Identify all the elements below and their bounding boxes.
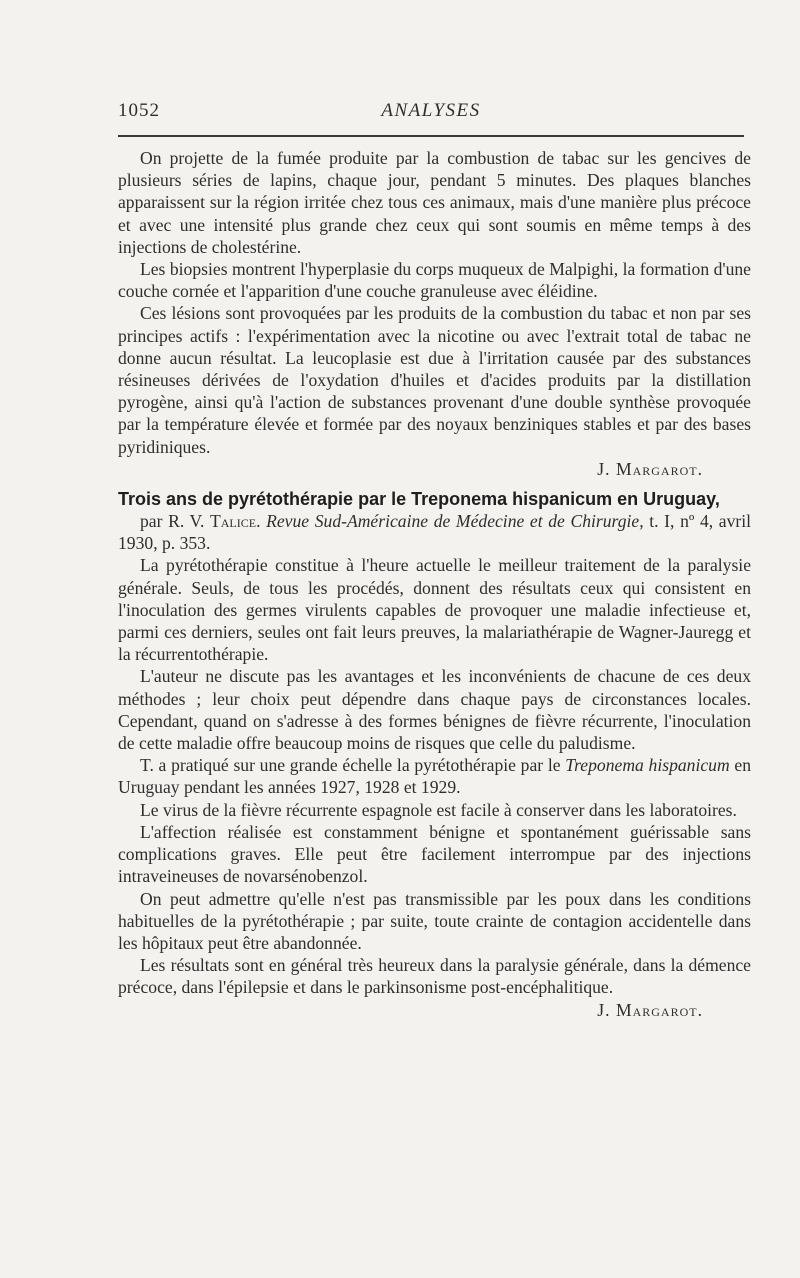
citation-prefix: par R. V. bbox=[140, 511, 210, 532]
article2-paragraph-6: On peut admettre qu'elle n'est pas transmissible par les poux dans les conditions habituelles de la pyrétothérapie ; par suite, toute crainte de contagion accidentelle dans les hôpitaux peut être abandonnée. bbox=[118, 888, 751, 953]
article2-paragraph-5: L'affection réalisée est constamment bénigne et spontanément guérissable sans complications graves. Elle peut être facilement interrompue par des injections intraveineuses de novarsénobenzol. bbox=[118, 821, 751, 887]
paragraph-t-suffix: en Uruguay pendant les années 1927, 1928 et 1929. bbox=[118, 755, 752, 798]
article2-title: Trois ans de pyrétothérapie par le Treponema hispanicum en Uruguay, bbox=[118, 489, 720, 510]
article2-paragraph-7: Les résultats sont en général très heureux dans la paralysie générale, dans la démence précoce, dans l'épilepsie et dans le parkinsonisme post-encéphalitique. bbox=[118, 955, 751, 998]
citation-author: Talice. bbox=[210, 511, 261, 532]
article2-paragraph-3 bbox=[118, 754, 751, 798]
article1-paragraph-2: Les biopsies montrent l'hyperplasie du corps muqueux de Malpighi, la formation d'une couche cornée et l'apparition d'une couche granuleuse avec éléidine. bbox=[118, 259, 751, 302]
citation-journal: Revue Sud-Américaine de Médecine et de Chirurgie, bbox=[266, 511, 644, 532]
article1-paragraph-1: On projette de la fumée produite par la combustion de tabac sur les gencives de plusieurs séries de lapins, chaque jour, pendant 5 minutes. Des plaques blanches apparaissent sur la région irritée chez tous ces animaux, mais d'une manière plus précoce et avec une intensité plus grande chez ceux qui sont soumis en même temps à des injections de cholestérine. bbox=[118, 148, 751, 257]
body-text bbox=[118, 147, 751, 1021]
page-number: 1052 bbox=[118, 100, 160, 121]
article1-signature: J. Margarot. bbox=[597, 458, 703, 479]
paragraph-t-italic: Treponema hispanicum bbox=[565, 755, 730, 776]
page-header bbox=[118, 100, 744, 128]
article2-paragraph-1: La pyrétothérapie constitue à l'heure actuelle le meilleur traitement de la paralysie générale. Seuls, de tous les procédés, donnent des résultats ceux qui consistent en l'inoculation des germes virulents capables de provoquer une maladie infectieuse et, parmi ces derniers, seules ont fait leurs preuves, la malariathérapie de Wagner-Jauregg et la récurrentothérapie. bbox=[118, 555, 751, 665]
article1-paragraph-3: Ces lésions sont provoquées par les produits de la combustion du tabac et non par ses principes actifs : l'expérimentation avec la nicotine ou avec l'extrait total de tabac ne donne aucun résultat. La leucoplasie est due à l'irritation causée par des substances résineuses dérivées de l'oxydation d'huiles et d'acides produits par la distillation pyrogène, ainsi qu'à l'action de substances provenant d'une double synthèse provoquée par la température élevée et formée par des noyaux benziniques stables et par des bases pyridiniques. bbox=[118, 303, 751, 457]
header-rule bbox=[118, 135, 744, 137]
article2-signature: J. Margarot. bbox=[597, 999, 703, 1020]
article2-paragraph-4: Le virus de la fièvre récurrente espagnole est facile à conserver dans les laboratoires. bbox=[140, 799, 737, 820]
paragraph-t-prefix: T. a pratiqué sur une grande échelle la pyrétothérapie par le bbox=[140, 755, 566, 776]
article2-paragraph-2: L'auteur ne discute pas les avantages et les inconvénients de chacune de ces deux méthodes ; leur choix peut dépendre dans chaque pays de circonstances locales. Cependant, quand on s'adresse à des formes bénignes de fièvre récurrente, l'inoculation de cette maladie offre beaucoup moins de risques que celle du paludisme. bbox=[118, 666, 751, 754]
article2-citation bbox=[118, 510, 751, 554]
running-title: ANALYSES bbox=[381, 100, 481, 121]
citation-suffix: t. I, nº 4, avril 1930, p. 353. bbox=[118, 511, 752, 554]
